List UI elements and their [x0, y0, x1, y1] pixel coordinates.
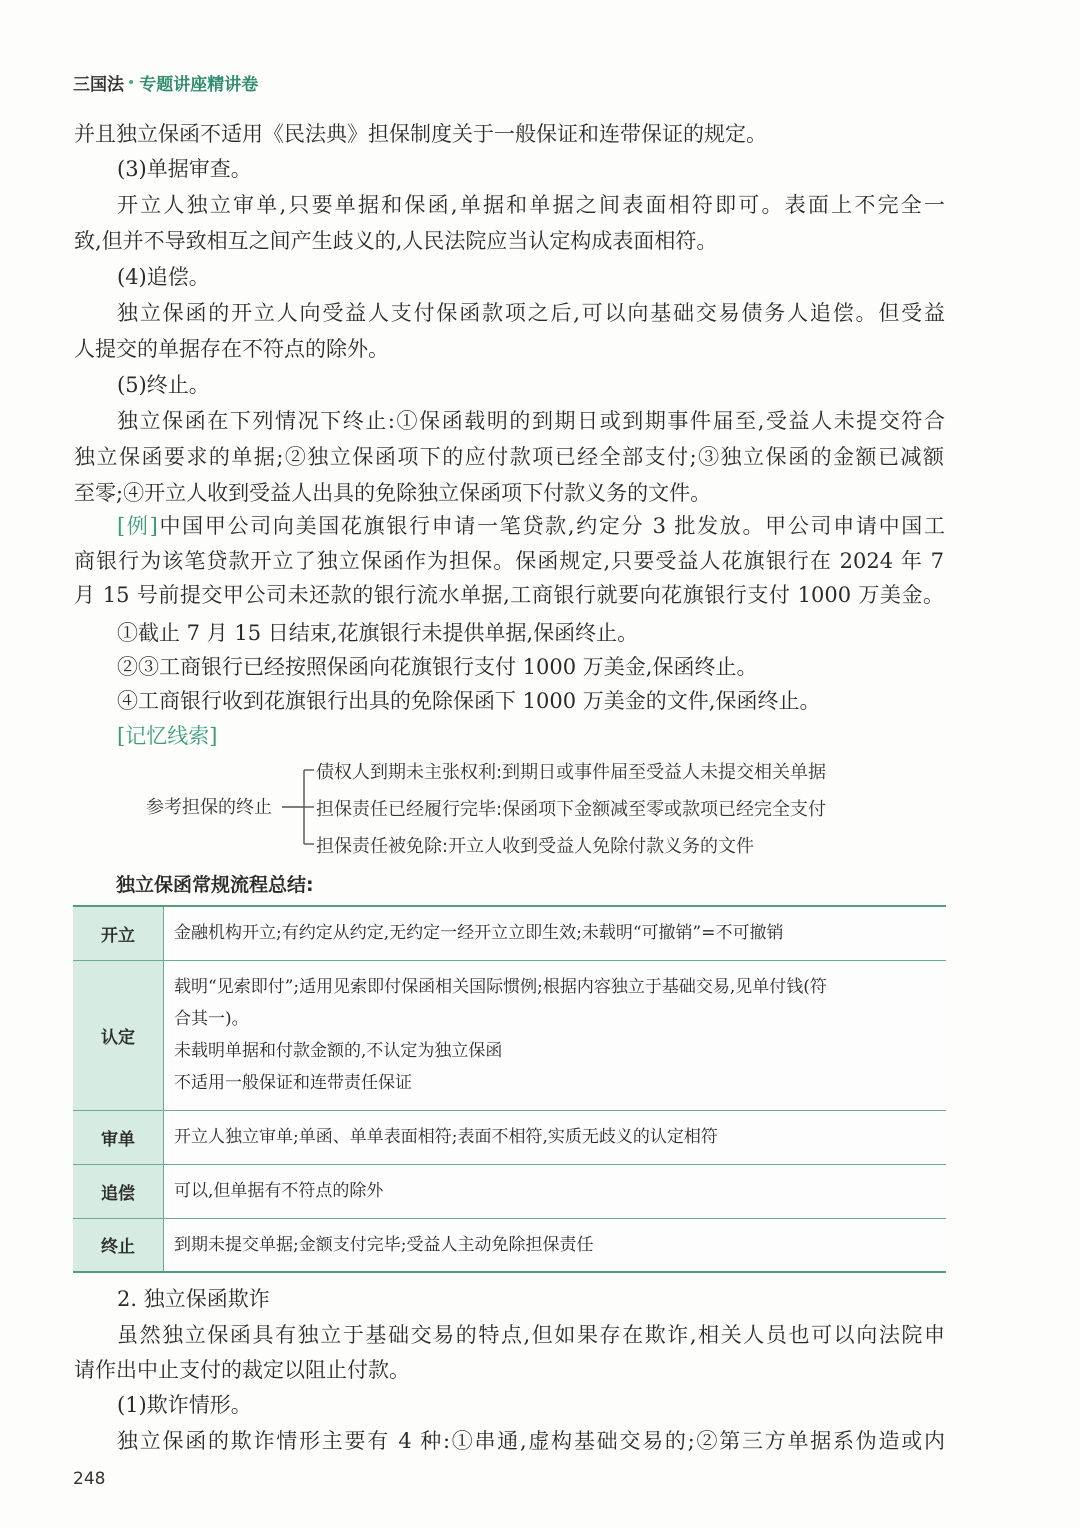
example-line: 月 15 号前提交甲公司未还款的银行流水单据,工商银行就要向花旗银行支付 1000 万美金。 — [74, 583, 944, 607]
paragraph-line: 并且独立保函不适用《民法典》担保制度关于一般保证和连带保证的规定。 — [74, 122, 767, 146]
header-separator-icon: • — [127, 74, 136, 91]
paragraph-line: 人提交的单据存在不符点的除外。 — [74, 337, 389, 361]
paragraph-line: 至零;④开立人收到受益人出具的免除独立保函项下付款义务的文件。 — [74, 481, 712, 505]
row-key: 终止 — [73, 1218, 164, 1272]
summary-table — [73, 905, 946, 1273]
example-line: 商银行为该笔贷款开立了独立保函作为担保。保函规定,只要受益人花旗银行在 2024 年 7 — [74, 549, 944, 573]
row-key: 开立 — [73, 906, 164, 960]
memory-branch: 担保责任已经履行完毕:保函项下金额减至零或款项已经完全支付 — [316, 799, 827, 820]
table-row — [73, 1218, 946, 1272]
example-point: ①截止 7 月 15 日结束,花旗银行未提供单据,保函终止。 — [117, 621, 639, 645]
memory-tree — [140, 752, 900, 862]
table-row — [73, 1164, 946, 1218]
bracket-lines — [280, 752, 320, 862]
paragraph-line: 虽然独立保函具有独立于基础交易的特点,但如果存在欺诈,相关人员也可以向法院申 — [117, 1323, 945, 1347]
table-row — [73, 1110, 946, 1164]
example-point: ②③工商银行已经按照保函向花旗银行支付 1000 万美金,保函终止。 — [117, 655, 758, 679]
row-value: 载明“见索即付”;适用见索即付保函相关国际惯例;根据内容独立于基础交易,见单付钱(符 合其一)。 未载明单据和付款金额的,不认定为独立保函 不适用一般保证和连带责任保证 — [164, 960, 947, 1110]
row-key: 认定 — [73, 960, 164, 1110]
example-line: [例]中国甲公司向美国花旗银行申请一笔贷款,约定分 3 批发放。甲公司申请中国工 — [117, 514, 945, 538]
paragraph-line: 开立人独立审单,只要单据和保函,单据和单据之间表面相符即可。表面上不完全一 — [117, 193, 945, 217]
row-value: 金融机构开立;有约定从约定,无约定一经开立立即生效;未载明“可撤销”=不可撤销 — [164, 906, 947, 960]
paragraph-line: 独立保函要求的单据;②独立保函项下的应付款项已经全部支付;③独立保函的金额已减额 — [74, 445, 944, 469]
subheading-termination: (5)终止。 — [117, 373, 210, 397]
paragraph-line: 独立保函在下列情况下终止:①保函载明的到期日或到期事件届至,受益人未提交符合 — [117, 409, 945, 433]
paragraph-line: 独立保函的开立人向受益人支付保函款项之后,可以向基础交易债务人追偿。但受益 — [117, 301, 945, 325]
page-number: 248 — [73, 1469, 106, 1489]
memory-root: 参考担保的终止 — [146, 797, 272, 818]
row-value: 可以,但单据有不符点的除外 — [164, 1164, 947, 1218]
memory-branch: 担保责任被免除:开立人收到受益人免除付款义务的文件 — [316, 836, 755, 857]
paragraph-line: 独立保函的欺诈情形主要有 4 种:①串通,虚构基础交易的;②第三方单据系伪造或内 — [117, 1429, 945, 1453]
section-heading-fraud: 2. 独立保函欺诈 — [117, 1287, 270, 1311]
memory-tag: [记忆线索] — [117, 724, 218, 748]
table-row — [73, 960, 946, 1110]
memory-branch: 债权人到期未主张权利:到期日或事件届至受益人未提交相关单据 — [316, 762, 827, 783]
summary-title: 独立保函常规流程总结: — [116, 874, 314, 896]
running-header — [73, 70, 258, 95]
table-row — [73, 906, 946, 960]
paragraph-line: 致,但并不导致相互之间产生歧义的,人民法院应当认定构成表面相符。 — [74, 229, 718, 253]
example-point: ④工商银行收到花旗银行出具的免除保函下 1000 万美金的文件,保函终止。 — [117, 689, 821, 713]
row-value: 开立人独立审单;单函、单单表面相符;表面不相符,实质无歧义的认定相符 — [164, 1110, 947, 1164]
subheading-fraud-cases: (1)欺诈情形。 — [117, 1393, 252, 1417]
subheading-recourse: (4)追偿。 — [117, 265, 210, 289]
row-key: 追偿 — [73, 1164, 164, 1218]
example-tag: [例] — [117, 514, 158, 538]
subheading-document-review: (3)单据审查。 — [117, 157, 252, 181]
series-title: 专题讲座精讲卷 — [139, 75, 259, 95]
book-title: 三国法 — [73, 75, 124, 95]
row-value: 到期未提交单据;金额支付完毕;受益人主动免除担保责任 — [164, 1218, 947, 1272]
row-key: 审单 — [73, 1110, 164, 1164]
paragraph-line: 请作出中止支付的裁定以阻止付款。 — [74, 1358, 410, 1382]
